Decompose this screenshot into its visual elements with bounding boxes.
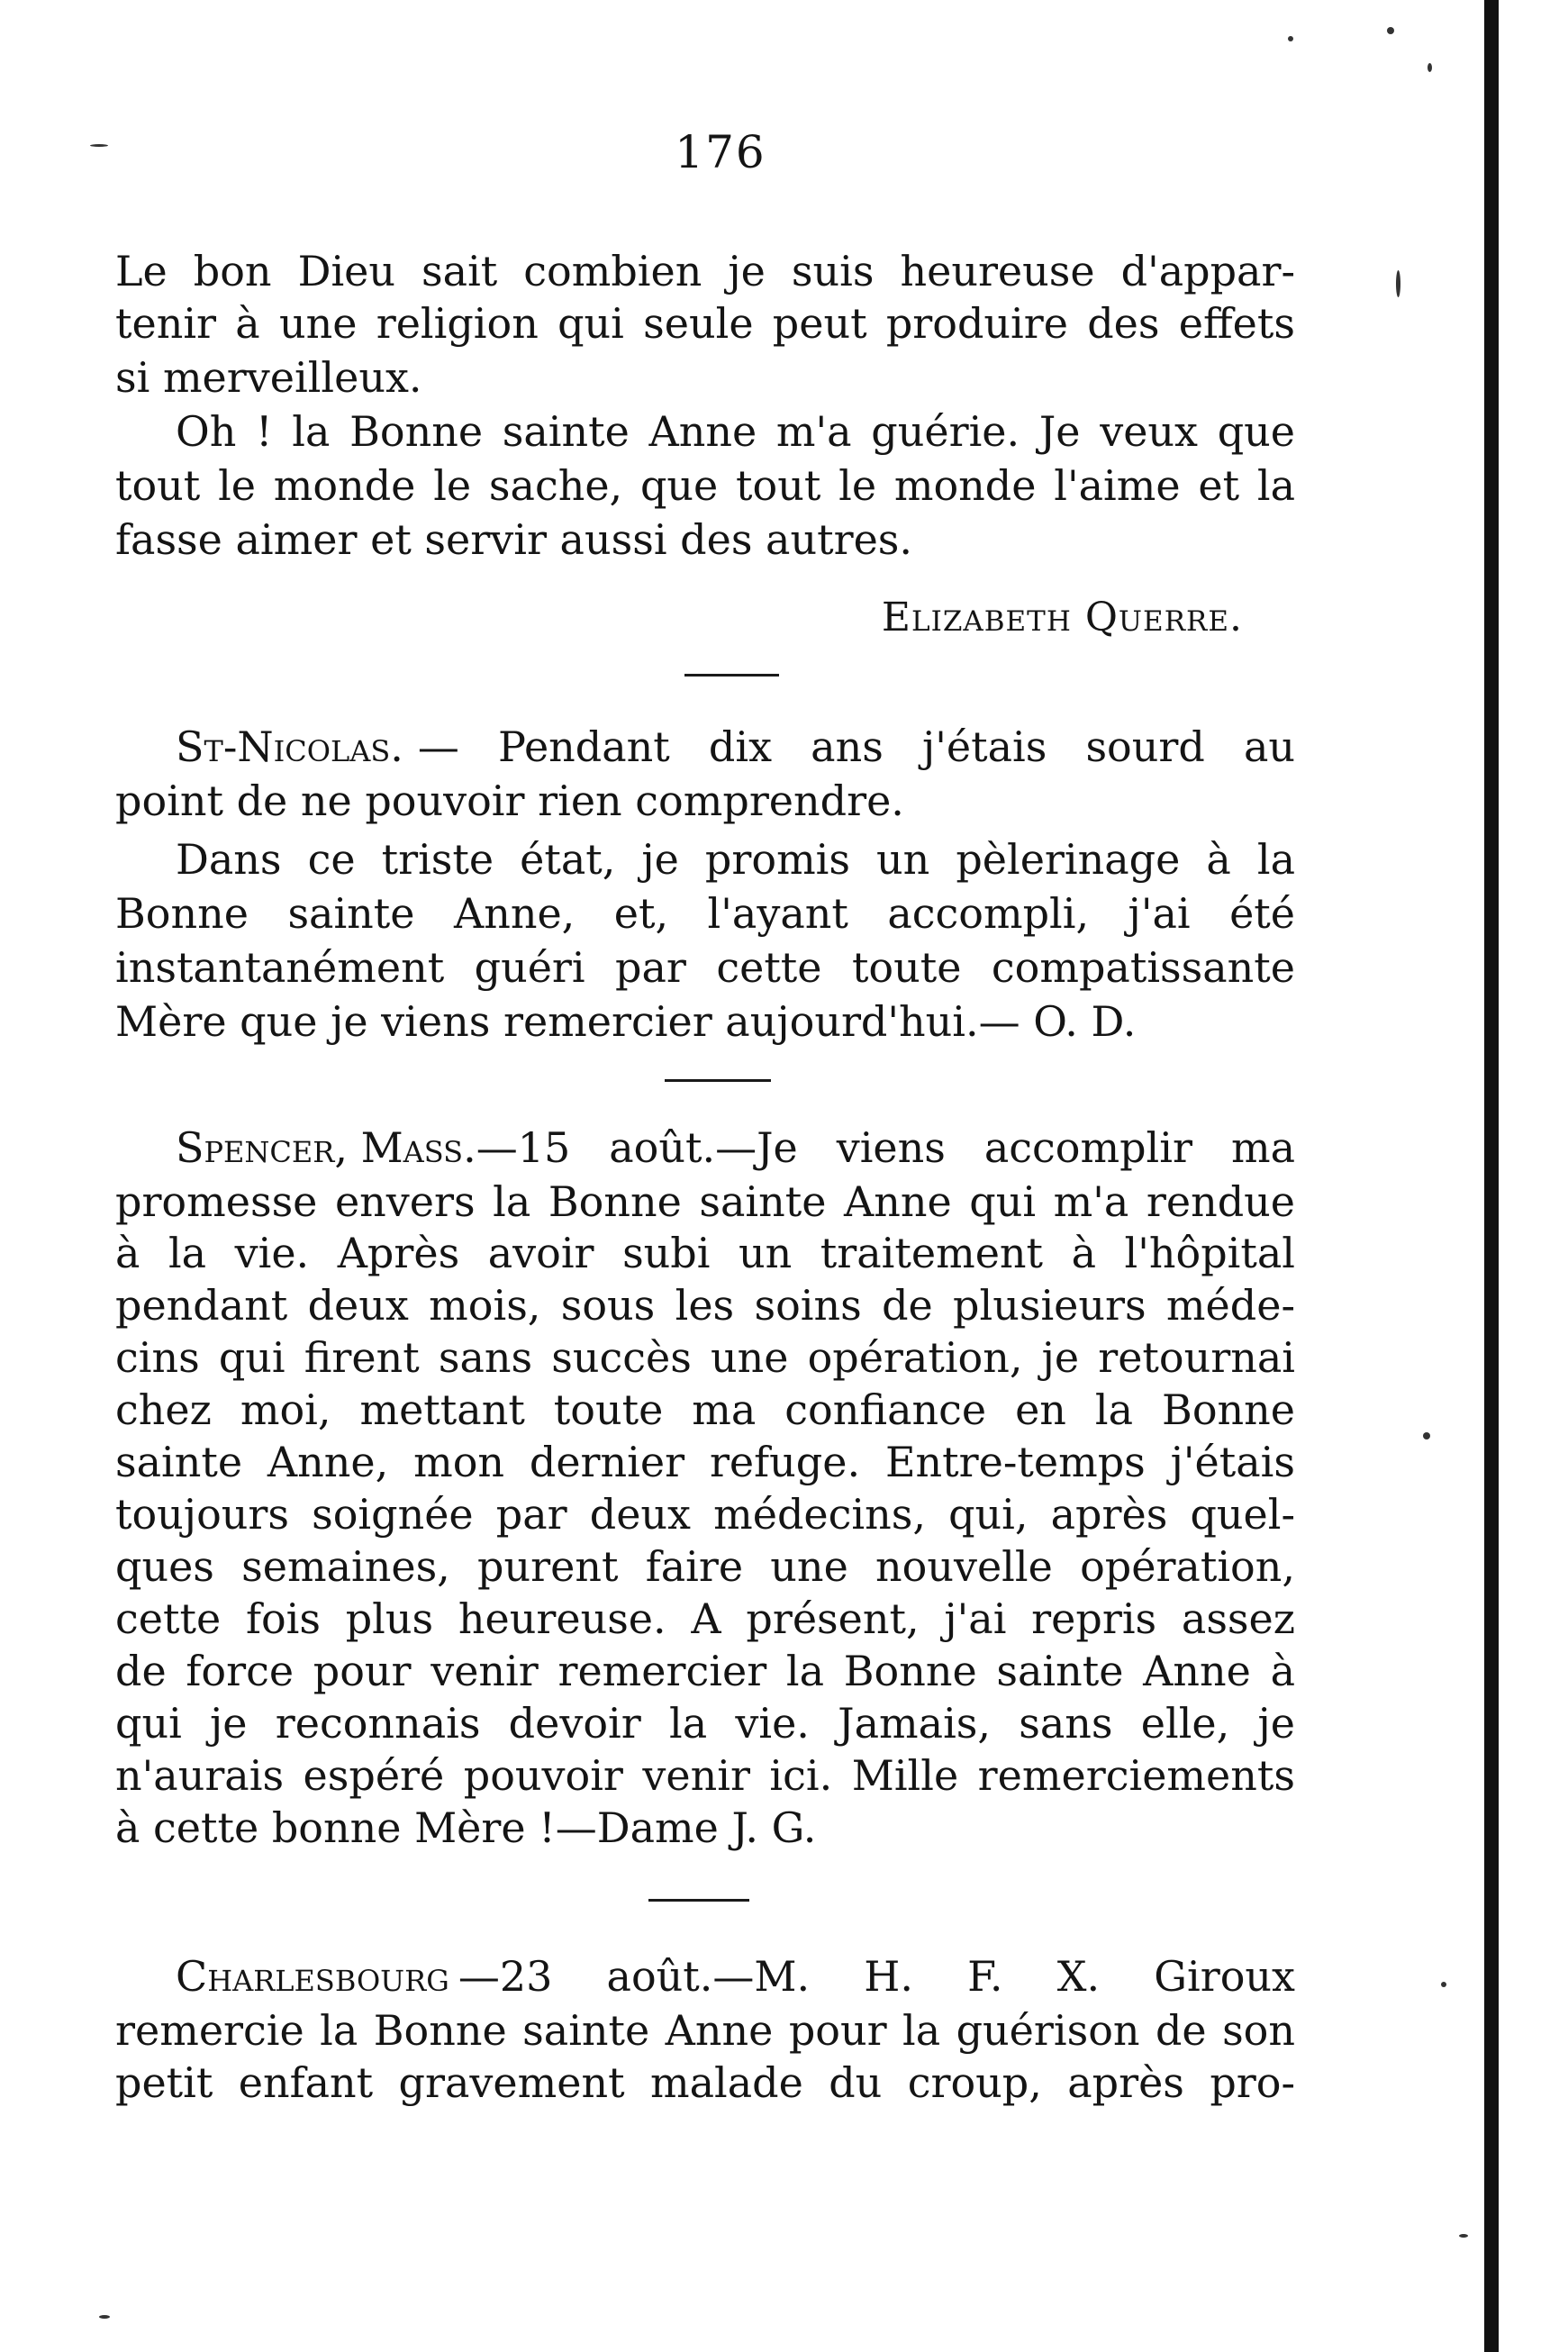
text-line: cins qui firent sans succès une opération, je retournai [115,1333,1295,1382]
text-line: fasse aimer et servir aussi des autres. [115,515,913,564]
scan-speck [1423,1432,1430,1439]
text-line: à cette bonne Mère !—Dame J. G. [115,1803,817,1852]
page-edge-shadow [1484,0,1499,2352]
text-line: pendant deux mois, sous les soins de plusieurs méde- [115,1281,1295,1330]
place-heading: Spencer, Mass. [176,1123,476,1172]
text-line: Oh ! la Bonne sainte Anne m'a guérie. Je veux que [176,407,1295,456]
signature: Elizabeth Querre. [881,595,1243,640]
text-line: instantanément guéri par cette toute compatissante [115,943,1295,992]
text-line: ques semaines, purent faire une nouvelle opération, [115,1542,1295,1591]
text-line: tenir à une religion qui seule peut produire des effets [115,299,1295,348]
entry-line [176,1122,1295,1174]
scan-speck [1459,2234,1468,2238]
text-line: Bonne sainte Anne, et, l'ayant accompli, j'ai été [115,889,1295,938]
scan-speck [99,2315,110,2319]
text-line: chez moi, mettant toute ma confiance en la Bonne [115,1385,1295,1434]
section-separator [648,1899,749,1902]
text-line: point de ne pouvoir rien comprendre. [115,776,904,825]
text-line: Le bon Dieu sait combien je suis heureuse d'appar- [115,247,1295,295]
text-line: n'aurais espéré pouvoir venir ici. Mille remerciements [115,1751,1295,1800]
text-line: Dans ce triste état, je promis un pèlerinage à la [176,835,1295,884]
scan-speck [90,144,108,147]
text-line: si merveilleux. [115,353,422,402]
page-number: 176 [675,126,766,178]
entry-line [176,1950,1295,2002]
section-separator [665,1079,771,1082]
section-separator [684,674,779,677]
entry-line [176,721,1295,773]
text-line: tout le monde le sache, que tout le monde l'aime et la [115,461,1295,510]
text-line: sainte Anne, mon dernier refuge. Entre-temps j'étais [115,1438,1295,1486]
text-line: de force pour venir remercier la Bonne sainte Anne à [115,1647,1295,1695]
text-line: petit enfant gravement malade du croup, après pro- [115,2058,1295,2107]
text-line: promesse envers la Bonne sainte Anne qui m'a rendue [115,1177,1295,1226]
place-heading: Charlesbourg [176,1952,449,2001]
scan-speck [1387,27,1394,34]
text-line: à la vie. Après avoir subi un traitement à l'hôpital [115,1229,1295,1277]
text-line: Mère que je viens remercier aujourd'hui.— O. D. [115,997,1137,1046]
scan-speck [1288,36,1293,41]
text-line: remercie la Bonne sainte Anne pour la guérison de son [115,2006,1295,2055]
text-line: —23 août.—M. H. F. X. Giroux [458,1952,1295,2001]
place-heading: St-Nicolas. [176,722,403,771]
scan-speck [1441,1982,1446,1987]
text-line: cette fois plus heureuse. A présent, j'ai repris assez [115,1594,1295,1643]
scan-speck [1396,270,1400,297]
text-line: —15 août.—Je viens accomplir ma [476,1123,1295,1172]
text-line: — Pendant dix ans j'étais sourd au [417,722,1295,771]
text-line: qui je reconnais devoir la vie. Jamais, sans elle, je [115,1699,1295,1748]
text-line: toujours soignée par deux médecins, qui, après quel- [115,1490,1295,1539]
scan-speck [1428,63,1432,72]
